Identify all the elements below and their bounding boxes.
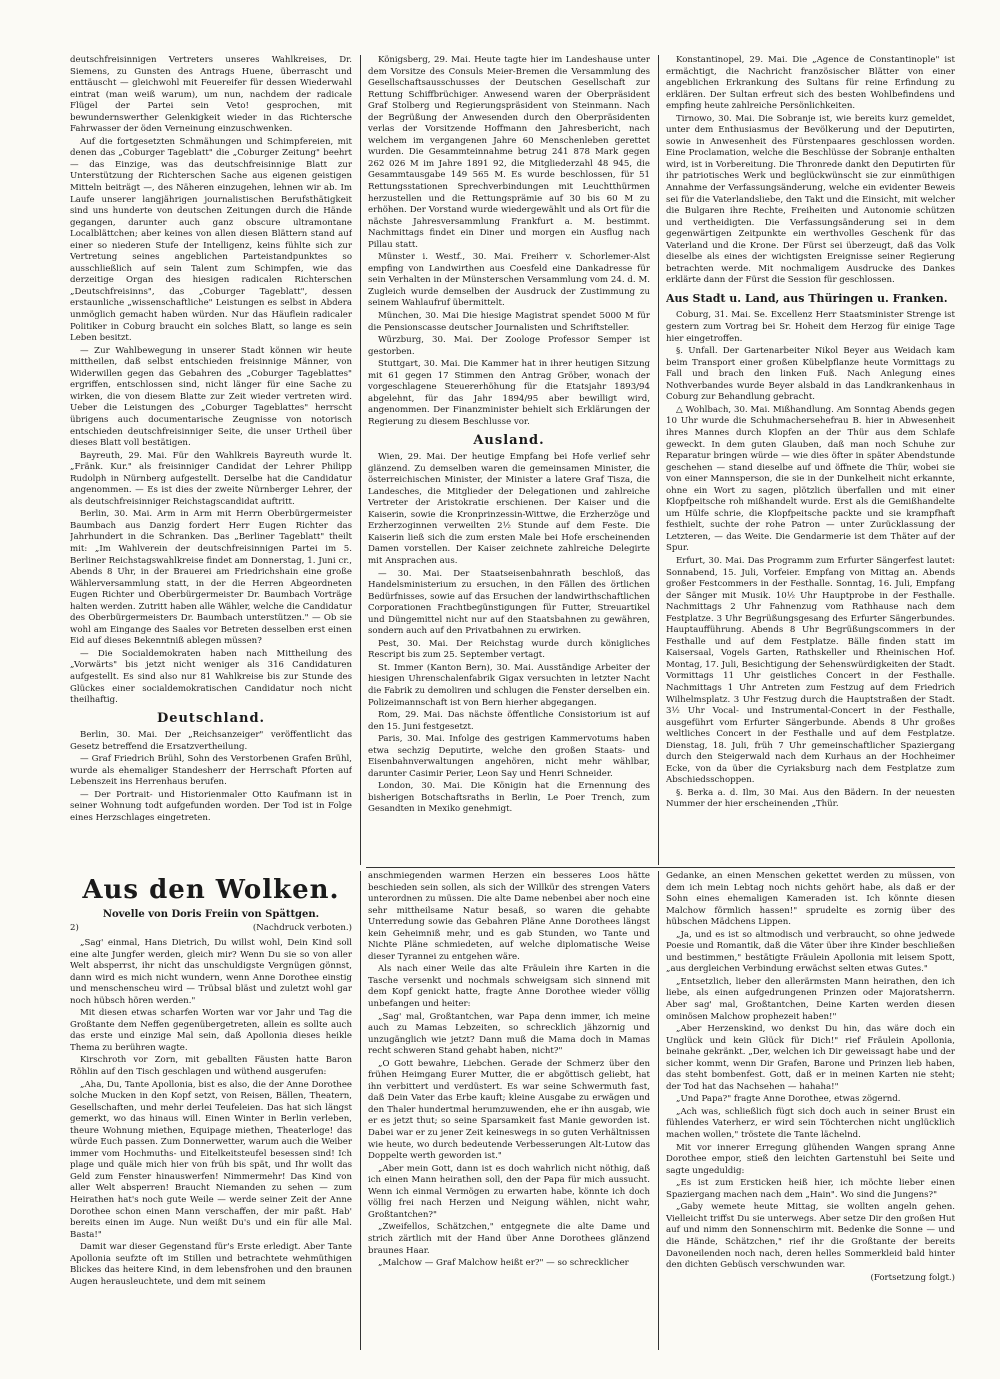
article: §. Unfall. Der Gartenarbeiter Nikol Beyer aus Weidach kam beim Transport einer großen Kübelpflanze heute Vormittags zu Fall und brach den linken Fuß. Nach Anlegung eines Nothverbandes wurde Beyer alsbald in das Landkrankenhaus in Coburg zur Behandlung gebracht.: [666, 346, 955, 403]
article: §. Berka a. d. Ilm, 30 Mai. Aus den Bädern. In der neuesten Nummer der hier erscheinenden „Thür.: [666, 787, 955, 810]
novel-paragraph: „Aber Herzenskind, wo denkst Du hin, das wäre doch ein Unglück und kein Glück für Dich!" rief Fräulein Apollonia, beinahe gekränkt. „Der, welchen ich Dir geweissagt habe und der sicher kommt, wenn Dir Grafen, Barone und Prinzen lieb haben, das steht bombenfest. Gott, daß er in meinen Karten nie steht; der Tod hat das Nachsehen — hahaha!": [666, 1024, 955, 1092]
article: Pest, 30. Mai. Der Reichstag wurde durch königliches Rescript bis zum 25. September vertagt.: [368, 638, 650, 661]
article: Würzburg, 30. Mai. Der Zoologe Professor Semper ist gestorben.: [368, 335, 650, 357]
novel-paragraph: anschmiegenden warmen Herzen ein besseres Loos hätte beschieden sein sollen, als sich der Willkür des strengen Vaters unterordnen zu müssen. Die alte Dame nebenbei aber noch eine sehr mittheilsame Natur besaß, so waren die gehabte Unterredung sowie das Gebahren Pläne Anne Dorothees längst kein Geheimniß mehr, und es gab Stunden, wo Tante und Nichte Pläne schmiedeten, auf welche diplomatische Weise dieser Tyrannei zu entgehen wäre.: [368, 871, 650, 962]
novel-paragraph: Kirschroth vor Zorn, mit geballten Fäusten hatte Baron Röhlin auf den Tisch geschlagen und wüthend ausgerufen:: [70, 1055, 352, 1078]
article: Wien, 29. Mai. Der heutige Empfang bei Hofe verlief sehr glänzend. Zu demselben waren die gemeinsamen Minister, die österreichischen Minister, der Minister a latere Graf Tisza, die Landesches, die Mitglieder der Delegationen und zahlreiche Vertreter der Aristokratie erschienen. Der Kaiser und die Kaiserin, sowie die Kronprinzessin-Wittwe, die Erzherzöge und Erzherzoginnen verweilten 2½ Stunde auf dem Feste. Die Kaiserin ließ sich die zum ersten Male bei Hofe erscheinenden Damen vorstellen. Der Kaiser zeichnete zahlreiche Delegirte mit Ansprachen aus.: [368, 452, 650, 566]
article: deutschfreisinnigen Vertreters unseres Wahlkreises, Dr. Siemens, zu Gunsten des Antrags Huene, überrascht und enttäuscht — gleichwohl mit Feuereifer für dessen Wiederwahl eintrat (man weiß warum), um nun, nachdem der radicale Flügel der Partei sein Veto! gesprochen, mit bewundernswerther Gelenkigkeit wieder in das Richtersche Fahrwasser der öden Verneinung einzuschwenken.: [70, 55, 352, 135]
column-divider: [360, 871, 361, 1350]
newspaper-page: [70, 55, 955, 1350]
article: Paris, 30. Mai. Infolge des gestrigen Kammervotums haben etwa sechzig Deputirte, welche den großen Staats- und Eisenbahnverwaltungen angehören, nicht mehr wählbar, darunter Casimir Perier, Leon Say und Henri Schneider.: [368, 734, 650, 779]
article: — Der Portrait- und Historienmaler Otto Kaufmann ist in seiner Wohnung todt aufgefunden worden. Der Tod ist in Folge eines Herzschlages eingetreten.: [70, 789, 352, 823]
article: Bayreuth, 29. Mai. Für den Wahlkreis Bayreuth wurde lt. „Fränk. Kur." als freisinniger Candidat der Lehrer Philipp Rudolph in Nürnberg aufgestellt. Derselbe hat die Candidatur angenommen. — Es ist dies der zweite Nürnberger Lehrer, der als deutschfreisinniger Reichstagscandidat auftritt.: [70, 450, 352, 507]
novel-paragraph: „Zweifellos, Schätzchen," entgegnete die alte Dame und strich zärtlich mit der Hand über Anne Dorothees glänzend braunes Haar.: [368, 1222, 650, 1256]
article: — Zur Wahlbewegung in unserer Stadt können wir heute mittheilen, daß selbst entschieden freisinnige Männer, von Widerwillen gegen das Gebahren des „Coburger Tageblattes" ergriffen, entschlossen sind, nicht länger für eine Sache zu wirken, die von diesem Blatte zur Zeit wieder vertreten wird. Ueber die Leistungen des „Coburger Tageblattes" herrscht übrigens auch documentarische Zeugnisse von notorisch entschieden deutschfreisinniger Seite, die unser Urtheil über dieses Blatt voll bestätigen.: [70, 345, 352, 449]
article: Berlin, 30. Mai. Der „Reichsanzeiger" veröffentlicht das Gesetz betreffend die Ersatzvertheilung.: [70, 730, 352, 752]
article: Rom, 29. Mai. Das nächste öffentliche Consistorium ist auf den 15. Juni festgesetzt.: [368, 710, 650, 732]
novel-paragraph: „Es ist zum Ersticken heiß hier, ich möchte lieber einen Spaziergang machen nach dem „Hain". Wo sind die Jungens?": [666, 1178, 955, 1200]
section-heading-deutschland: Deutschland.: [156, 710, 266, 726]
section-heading-ausland: Ausland.: [473, 432, 545, 448]
news-column-3: [666, 55, 955, 865]
novel-meta: [70, 923, 352, 934]
novel-paragraph: „Ach was, schließlich fügt sich doch auch in seiner Brust ein fühlendes Vaterherz, er wird sein Töchterchen nicht unglücklich machen wollen," tröstete die Tante lächelnd.: [666, 1106, 955, 1141]
installment-number: 2): [70, 923, 79, 933]
article: München, 30. Mai Die hiesige Magistrat spendet 5000 M für die Pensionscasse deutscher Journalisten und Schriftsteller.: [368, 311, 650, 333]
column-divider: [658, 871, 659, 1350]
novel-paragraph: „Sag' einmal, Hans Dietrich, Du willst wohl, Dein Kind soll eine alte Jungfer werden, gleich mir? Wenn Du sie so von aller Welt absperrst, ihr nicht das unschuldigste Vergnügen gönnst, dann wird es mich nicht wundern, wenn Anne Dorothee einstig und menschenscheu wird — Trübsal bläst und zuletzt wohl gar noch hübsch hören werden.": [70, 938, 352, 1006]
news-column-1: [70, 55, 352, 865]
article: Münster i. Westf., 30. Mai. Freiherr v. Schorlemer-Alst empfing von Landwirthen aus Coesfeld eine Dankadresse für sein Verhalten in der Münsterschen Versammlung vom 24. d. M. Zugleich wurde demselben der Ausdruck der Zustimmung zu seinem Wahlaufruf übermittelt.: [368, 252, 650, 309]
novel-column-2: [368, 871, 650, 1350]
article: Berlin, 30. Mai. Arm in Arm mit Herrn Oberbürgermeister Baumbach aus Danzig fordert Herr Eugen Richter das Jahrhundert in die Schranken. Das „Berliner Tageblatt" theilt mit: „Im Wahlverein der deutschfreisinnigen Partei im 5. Berliner Reichstagswahlkreise findet am Donnerstag, 1. Juni cr., Abends 8 Uhr, in der Brauerei am Friedrichshain eine große Wählerversammlung statt, in der die Herren Abgeordneten Eugen Richter und Oberbürgermeister Dr. Baumbach Vorträge halten werden. Zutritt haben alle Wähler, welche die Candidatur des Oberbürgermeisters Dr. Baumbach unterstützen." — Ob sie wohl am Eingange des Saales vor Betreten desselben erst einen Eid auf dieses Bekenntniß ablegen müssen?: [70, 509, 352, 647]
article: — Die Socialdemokraten haben nach Mittheilung des „Vorwärts" bis jetzt nicht weniger als 316 Candidaturen aufgestellt. Es sind also nur 81 Wahlkreise bis zur Stunde des Glückes einer socialdemokratischen Candidatur noch nicht theilhaftig.: [70, 648, 352, 706]
article: Königsberg, 29. Mai. Heute tagte hier im Landeshause unter dem Vorsitze des Consuls Meier-Bremen die Versammlung des Gesellschaftsausschusses der Deutschen Gesellschaft zur Rettung Schiffbrüchiger. Anwesend waren der Oberpräsident Graf Stolberg und Regierungspräsident von Steinmann. Nach der Begrüßung der Anwesenden durch den Oberpräsidenten verlas der Vorsitzende Hoffmann den Jahresbericht, nach welchem im vergangenen Jahre 60 Menschenleben gerettet wurden. Die Gesammteinnahme betrug 241 878 Mark gegen 262 026 M im Jahre 1891 92, die Mitgliederzahl 48 945, die Gesammtausgabe 149 565 M. Es wurde beschlossen, für 51 Rettungsstationen Sprechverbindungen mit Leuchtthürmen herzustellen und die Rettungsprämie auf 30 bis 60 M zu erhöhen. Der Vorstand wurde wiedergewählt und als Ort für die nächste Jahresversammlung Frankfurt a. M. bestimmt. Nachmittags findet ein Diner und morgen ein Ausflug nach Pillau statt.: [368, 55, 650, 250]
novel-paragraph: „Und Papa?" fragte Anne Dorothee, etwas zögernd.: [676, 1094, 901, 1105]
article: London, 30. Mai. Die Königin hat die Ernennung des bisherigen Botschaftsraths in Berlin, Le Poer Trench, zum Gesandten in Mexiko genehmigt.: [368, 781, 650, 815]
novel-paragraph: „Entsetzlich, lieber den allerärmsten Mann heirathen, den ich liebe, als einen aufgedrungenen Prinzen oder Majoratsherrn. Aber sag' mal, Großtantchen, Deine Karten werden diesen ominösen Malchow prophezeit haben!": [666, 976, 955, 1022]
to-be-continued: (Fortsetzung folgt.): [870, 1272, 955, 1283]
novel-paragraph: Damit war dieser Gegenstand für's Erste erledigt. Aber Tante Apollonia seufzte oft im Stillen und betrachtete wehmüthigen Blickes das heitere Kind, in dem lebensfrohen und den braunen Augen herausleuchtete, und dem mit seinem: [70, 1242, 352, 1287]
article: St. Immer (Kanton Bern), 30. Mai. Ausständige Arbeiter der hiesigen Uhrenschalenfabrik Gigax versuchten in letzter Nacht die Fabrik zu demoliren und schlugen die Fenster derselben ein. Polizeimannschaft ist von Bern hierher abgegangen.: [368, 662, 650, 708]
novel-paragraph: „Aha, Du, Tante Apollonia, bist es also, die der Anne Dorothee solche Mucken in den Kopf setzt, von Reisen, Bällen, Theatern, Gesellschaften, und mehr derlei Teufeleien. Das hat sich längst gemerkt, wo das hinaus will. Einen Winter in Berlin verleben, theure Wohnung miethen, Equipage miethen, Theaterloge! das würde Euch passen. Zum Donnerwetter, warum auch die Weiber immer vom Hochmuths- und Eitelkeitsteufel besessen sind! Ich plage und quäle mich hier von früh bis spät, und Ihr wollt das Geld zum Fenster hinauswerfen! Nimmermehr! Das Kind von aller Welt absperren! Braucht Niemanden zu sehen — zum Heirathen hat's noch gute Weile — werde seiner Zeit der Anne Dorothee schon einen Mann verschaffen, der mir paßt. Hab' bereits einen im Auge. Nun weißt Du's und ein für alle Mal. Basta!": [70, 1079, 352, 1240]
article: △ Wohlbach, 30. Mai. Mißhandlung. Am Sonntag Abends gegen 10 Uhr wurde die Schuhmachersehefrau B. hier in Abwesenheit ihres Mannes durch Klopfen an der Thür aus dem Schlafe geweckt. In dem guten Glauben, daß man noch Schuhe zur Reparatur bringen würde — wie dies öfter in später Abendstunde geschehen — stand dieselbe auf und öffnete die Thür, wobei sie von einer Mannsperson, die sie in der Dunkelheit nicht erkannte, ohne ein Wort zu sagen, plötzlich überfallen und mit einer Klopfpeitsche roh mißhandelt wurde. Erst als die Gemißhandelte um Hülfe schrie, die Klopfpeitsche packte und sie krampfhaft festhielt, suchte der rohe Patron — unter Zurücklassung der Letzteren, — das Weite. Die Gendarmerie ist dem Thäter auf der Spur.: [666, 404, 955, 554]
novel-paragraph: „Malchow — Graf Malchow heißt er?" — so schrecklicher: [378, 1258, 629, 1269]
novel-paragraph: „O Gott bewahre, Liebchen. Gerade der Schmerz über den frühen Heimgang Eurer Mutter, die er abgöttisch geliebt, hat ihn verbittert und verdüstert. Es war seine Schwermuth fast, daß Dein Vater das Erbe kauft; kleine Ausgabe zu erwägen und den Thaler hundertmal herumzuwenden, ehe er ihn ausgab, wie er es jetzt thut; so seine Sparsamkeit fast Manie geworden ist. Dabei war er zu jener Zeit keineswegs in so guten Verhältnissen wie heute, wo durch bedeutende Verbesserungen Alt-Lutow das Doppelte werth geworden ist.": [368, 1058, 650, 1162]
novel-paragraph: „Sag' mal, Großtantchen, war Papa denn immer, ich meine auch zu Mamas Lebzeiten, so schrecklich jähzornig und unzugänglich wie jetzt? Dann muß die Mama doch in Mamas recht schweren Stand gehabt haben, nicht?": [368, 1011, 650, 1057]
novel-paragraph: Mit diesen etwas scharfen Worten war vor Jahr und Tag die Großtante dem Neffen gegenübergetreten, allein es sollte auch das erste und einzige Mal sein, daß Apollonia dieses heikle Thema zu berühren wagte.: [70, 1008, 352, 1053]
novel-subtitle: Novelle von Doris Freiin von Spättgen.: [102, 909, 320, 920]
novel-column-1: [70, 871, 352, 1350]
article: — Graf Friedrich Brühl, Sohn des Verstorbenen Grafen Brühl, wurde als ehemaliger Standesherr der Herrschaft Pforten auf Lebenszeit ins Herrenhaus berufen.: [70, 754, 352, 788]
novel-column-3: [666, 871, 955, 1350]
article: Coburg, 31. Mai. Se. Excellenz Herr Staatsminister Strenge ist gestern zum Vortrag bei Sr. Hoheit dem Herzog für einige Tage hier eingetroffen.: [666, 310, 955, 344]
article: Auf die fortgesetzten Schmähungen und Schimpfereien, mit denen das „Coburger Tageblatt" die „Coburger Zeitung" beehrt — das Einzige, was das deutschfreisinnige Blatt zur Unterstützung der Richterschen Sache aus eigenen geistigen Mitteln beiträgt —, des Näheren einzugehen, lehnen wir ab. Im Laufe unserer langjährigen journalistischen Berufsthätigkeit sind uns hunderte von deutschen Zeitungen durch die Hände gegangen, darunter auch ganz obscure ultramontane Localblättchen; aber keines von allen diesen Blättern stand auf einer so niederen Stufe der Intelligenz, keins fühlte sich zur Vertretung seines angeblichen Parteistandpunktes so ausschließlich auf sein Talent zum Schimpfen, wie das derzeitige Organ des hiesigen radicalen Richterschen „Deutschfreisinns", das „Coburger Tageblatt", dessen erstaunliche „wissenschaftliche" Leistungen es selbst in Abdera unmöglich gemacht haben würden. Nur das Häuflein radicaler Politiker in Coburg braucht ein solches Blatt, so lange es sein Leben besitzt.: [70, 136, 352, 344]
article: Konstantinopel, 29. Mai. Die „Agence de Constantinople" ist ermächtigt, die Nachricht französischer Blätter von einer angeblichen Erkrankung des Sultans für reine Erfindung zu erklären. Der Sultan erfreut sich des besten Wohlbefindens und empfing heute zahlreiche Persönlichkeiten.: [666, 55, 955, 112]
feuilleton-divider: [366, 867, 955, 868]
col1-articles: [70, 55, 352, 707]
novel-paragraph: Gedanke, an einen Menschen gekettet werden zu müssen, von dem ich mein Lebtag noch nichts gehört habe, als daß er der Sohn eines ehemaligen Kameraden ist. Ich könnte diesen Malchow förmlich hassen!" sprudelte es zornig über des hübschen Mädchens Lippen.: [666, 871, 955, 928]
novel-paragraph: Als nach einer Weile das alte Fräulein ihre Karten in die Tasche versenkt und nochmals schweigsam sich sinnend mit dem Kopf genickt hatte, fragte Anne Dorothee wieder völlig unbefangen und heiter:: [368, 964, 650, 1010]
novel-title: Aus den Wolken.: [82, 875, 340, 905]
novel-paragraph: „Ja, und es ist so altmodisch und verbraucht, so ohne jedwede Poesie und Romantik, daß die Väter über ihre Kinder beschließen und bestimmen," bestätigte Fräulein Apollonia mit leisem Spott, „aus dergleichen Verbindung erwächst selten etwas Gutes.": [666, 929, 955, 975]
article: Tirnowo, 30. Mai. Die Sobranje ist, wie bereits kurz gemeldet, unter dem Enthusiasmus der Bevölkerung und der Deputirten, sowie in Anwesenheit des Fürstenpaares geschlossen worden. Eine Proclamation, welche die Beschlüsse der Sobranje enthalten wird, ist in Vorbereitung. Die Thronrede dankt den Deputirten für ihr patriotisches Werk und beglückwünscht sie zur einmüthigen Annahme der Verfassungsänderung, welche ein evidenter Beweis sei für die Vaterlandsliebe, den Takt und die Einsicht, mit welcher die Bulgaren ihre Rechte, Freiheiten und Autonomie schützen und vertheidigten. Die Verfassungsänderung sei in dem gegenwärtigen Zeitpunkte ein werthvolles Geschenk für das Vaterland und die Krone. Der Fürst sei überzeugt, daß das Volk dieselbe als eines der wichtigsten Ereignisse seiner Regierung betrachten werde. Mit nochmaligem Ausdrucke des Dankes erklärte dann der Fürst die Session für geschlossen.: [666, 113, 955, 286]
novel-paragraph: „Aber mein Gott, dann ist es doch wahrlich nicht nöthig, daß ich einen Mann heirathen soll, den der Papa für mich aussucht. Wenn ich einmal Vermögen zu erwarten habe, könnte ich doch völlig frei nach Herzen und Neigung wählen, nicht wahr, Großtantchen?": [368, 1163, 650, 1220]
section-heading-stadt-land: Aus Stadt u. Land, aus Thüringen u. Franken.: [666, 291, 948, 305]
article: Erfurt, 30. Mai. Das Programm zum Erfurter Sängerfest lautet: Sonnabend, 15. Juli, Vorfeier. Empfang von Mittag an. Abends großer Festcommers in der Festhalle. Sonntag, 16. Juli, Empfang der Sänger mit Musik. 10½ Uhr Hauptprobe in der Festhalle. Nachmittags 2 Uhr Fahnenzug vom Rathhause nach dem Festplatze. 3 Uhr Begrüßungsgesang des Erfurter Sängerbundes. Hauptaufführung. Abends 8 Uhr Begrüßungscommers in der Festhalle und auf dem Festplatze. Bälle finden statt im Kaisersaal, Vogels Garten, Rathskeller und Rheinischen Hof. Montag, 17. Juli, Besichtigung der Sehenswürdigkeiten der Stadt. Vormittags 11 Uhr geistliches Concert in der Festhalle. Nachmittags 1 Uhr Antreten zum Festzug auf dem Friedrich Wilhelmsplatz. 3 Uhr Festzug durch die Hauptstraßen der Stadt. 3½ Uhr Vocal- und Instrumental-Concert in der Festhalle, ausgeführt vom Erfurter Sängerbunde. Abends 8 Uhr großes weltliches Concert in der Festhalle und auf dem Festplatze. Dienstag, 18. Juli, früh 7 Uhr gemeinschaftlicher Spaziergang durch den Steigerwald nach dem Kurhaus an der Hochheimer Ecke, von da über die Cyriaksburg nach dem Festplatze zum Abschiedsschoppen.: [666, 555, 955, 786]
article: Stuttgart, 30. Mai. Die Kammer hat in ihrer heutigen Sitzung mit 61 gegen 17 Stimmen den Antrag Gröber, wonach der vorgeschlagene Steuererhöhung für die Etatsjahr 1893/94 abgelehnt, für das Jahr 1894/95 aber bewilligt wird, angenommen. Der Finanzminister behielt sich Erklärungen der Regierung zu diesem Beschlusse vor.: [368, 359, 650, 427]
novel-paragraph: „Gaby wemete heute Mittag, sie wollten angeln gehen. Vielleicht triffst Du sie unterwegs. Aber setze Dir den großen Hut auf und nimm den Sonnenschirm mit. Bedenke die Sonne — und die Hände, Schätzchen," rief ihr die Großtante der bereits Davoneilenden noch nach, deren helles Sommerkleid bald hinter den dichten Gebüsch verschwunden war.: [666, 1202, 955, 1271]
article: — 30. Mai. Der Staatseisenbahnrath beschloß, das Handelsministerium zu ersuchen, in den Fällen des örtlichen Bedürfnisses, sowie auf das Ersuchen der landwirthschaftlichen Corporationen Frachtbegünstigungen für Futter, Streuartikel und Düngemittel nicht nur auf den Staatsbahnen zu gewähren, sondern auch auf den Privatbahnen zu erwirken.: [368, 568, 650, 637]
news-column-2: [368, 55, 650, 865]
column-divider: [360, 55, 361, 865]
column-divider: [658, 55, 659, 865]
novel-paragraph: Mit vor innerer Erregung glühenden Wangen sprang Anne Dorothee empor, stieß den leichten Gartenstuhl bei Seite und sagte ungeduldig:: [666, 1142, 955, 1176]
copyright-note: (Nachdruck verboten.): [252, 923, 352, 933]
